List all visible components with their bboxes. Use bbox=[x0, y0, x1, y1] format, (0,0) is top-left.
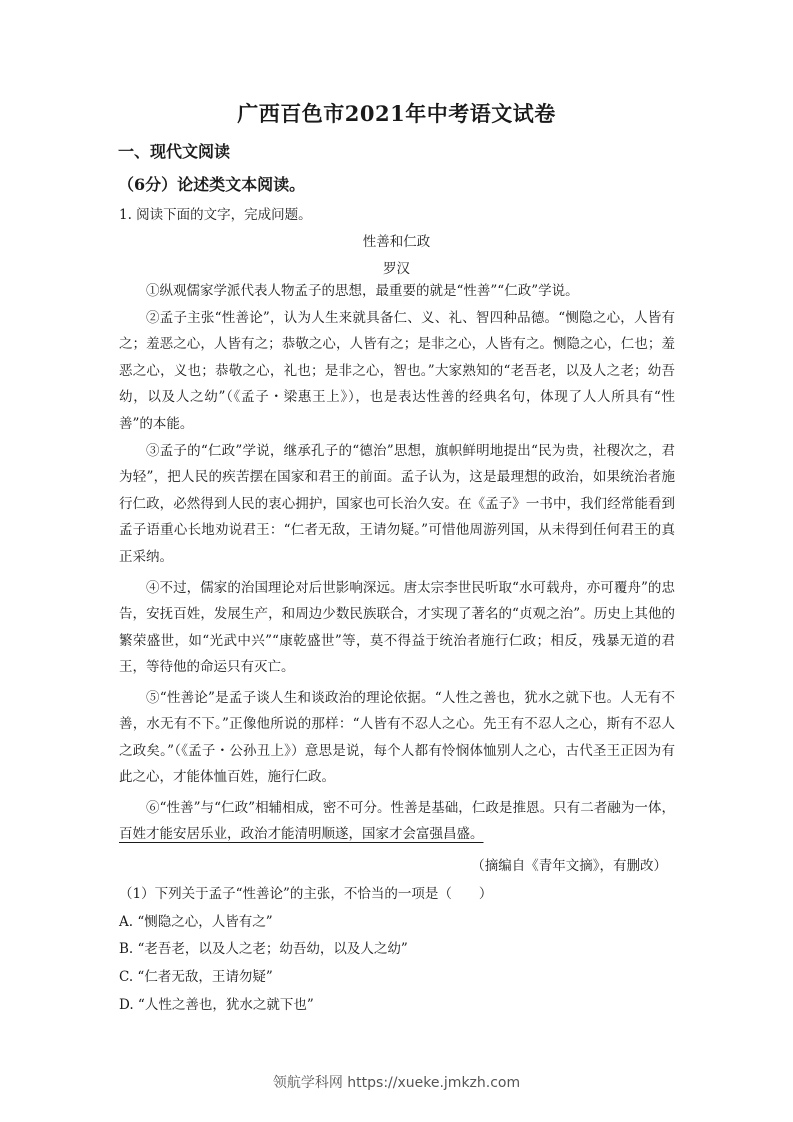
page-title: 广西百色市2021年中考语文试卷 bbox=[237, 101, 556, 126]
article-paragraph-3: ③孟子的“仁政”学说，继承孔子的“德治”思想，旗帜鲜明地提出“民为贵，社稷次之，君为轻”，把人民的疾苦摆在国家和君王的前面。孟子认为，这是最理想的政治，如果统治者施行仁政，必然得到人民的衷心拥护，国家也可长治久安。在《孟子》一书中，我们经常能看到孟子语重心长地劝说君王：“仁者无敌，王请勿疑。”可惜他周游列国，从未得到任何君王的真正采纳。 bbox=[119, 443, 675, 565]
article-paragraph-6 bbox=[119, 795, 675, 848]
article-author: 罗汉 bbox=[383, 261, 410, 277]
article-paragraph-4: ④不过，儒家的治国理论对后世影响深远。唐太宗李世民听取“水可载舟，亦可覆舟”的忠告，安抚百姓，发展生产，和周边少数民族联合，才实现了著名的“贞观之治”。历史上其他的繁荣盛世，如“光武中兴”“康乾盛世”等，莫不得益于统治者施行仁政；相反，残暴无道的君王，等待他的命运只有灭亡。 bbox=[119, 580, 675, 676]
question-stem: （1）下列关于孟子“性善论”的主张，不恰当的一项是（ ） bbox=[119, 886, 493, 902]
question-intro: 1. 阅读下面的文字，完成问题。 bbox=[119, 207, 312, 223]
option-a: A. “恻隐之心，人皆有之” bbox=[119, 914, 273, 930]
option-c: C. “仁者无敌，王请勿疑” bbox=[119, 969, 273, 985]
underlined-sentence: 百姓才能安居乐业，政治才能清明顺遂，国家才会富强昌盛。 bbox=[119, 826, 484, 843]
footer-watermark: 领航学科网 https://xueke.jmkzh.com bbox=[272, 1075, 521, 1091]
article-paragraph-1: ①纵观儒家学派代表人物孟子的思想，最重要的就是“性善”“仁政”学说。 bbox=[146, 283, 579, 299]
section-heading: 一、现代文阅读 bbox=[118, 142, 231, 161]
article-source: （摘编自《青年文摘》，有删改） bbox=[471, 858, 667, 874]
article-title: 性善和仁政 bbox=[362, 234, 431, 250]
paragraph-6-text: ⑥“性善”与“仁政”相辅相成，密不可分。性善是基础，仁政是推恩。只有二者融为一体， bbox=[146, 800, 675, 816]
option-d: D. “人性之善也，犹水之就下也” bbox=[119, 997, 314, 1013]
article-paragraph-5: ⑤“性善论”是孟子谈人生和谈政治的理论依据。“人性之善也，犹水之就下也。人无有不善，水无有不下。”正像他所说的那样：“人皆有不忍人之心。先王有不忍人之心，斯有不忍人之政矣。”（《孟子・公孙丑上》）意思是说，每个人都有怜悯体恤别人之心，古代圣王正因为有此之心，才能体恤百姓，施行仁政。 bbox=[119, 690, 675, 786]
option-b: B. “老吾老，以及人之老；幼吾幼，以及人之幼” bbox=[119, 941, 408, 957]
article-paragraph-2: ②孟子主张“性善论”，认为人生来就具备仁、义、礼、智四种品德。“恻隐之心，人皆有之；羞恶之心，人皆有之；恭敬之心，人皆有之；是非之心，人皆有之。恻隐之心，仁也；羞恶之心，义也；恭敬之心，礼也；是非之心，智也。”大家熟知的“老吾老，以及人之老；幼吾幼，以及人之幼”（《孟子・梁惠王上》），也是表达性善的经典名句，体现了人人所具有“性善”的本能。 bbox=[119, 310, 675, 432]
section-subheading: （6分）论述类文本阅读。 bbox=[118, 175, 306, 194]
